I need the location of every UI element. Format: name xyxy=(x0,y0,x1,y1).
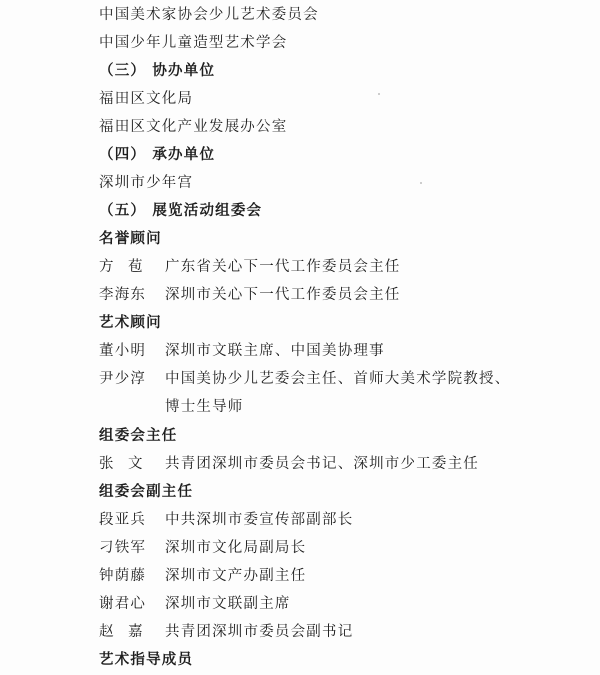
member-role: 深圳市文产办副主任 xyxy=(165,568,307,584)
member-role: 共青团深圳市委员会副书记 xyxy=(165,624,354,640)
member-name: 董小明 xyxy=(99,343,147,359)
member-role: 中共深圳市委宣传部副部长 xyxy=(165,512,354,528)
member-name: 尹少淳 xyxy=(99,371,147,387)
member-name: 张 文 xyxy=(99,456,143,472)
member-name: 钟荫藤 xyxy=(99,568,147,584)
member-name: 刁铁军 xyxy=(99,540,147,556)
section-heading: （三） 协办单位 xyxy=(99,63,216,79)
subsection-heading: 组委会副主任 xyxy=(99,484,194,500)
member-row xyxy=(99,454,479,474)
org-line: 福田区文化产业发展办公室 xyxy=(99,119,288,135)
member-name: 谢君心 xyxy=(99,596,147,612)
member-row xyxy=(99,566,306,586)
member-role: 广东省关心下一代工作委员会主任 xyxy=(165,259,401,275)
member-role: 中国美协少儿艺委会主任、首师大美术学院教授、 xyxy=(165,371,511,387)
member-name: 段亚兵 xyxy=(99,512,147,528)
section-heading: （四） 承办单位 xyxy=(99,147,216,163)
org-line: 深圳市少年宫 xyxy=(99,175,194,191)
member-role: 深圳市文联副主席 xyxy=(165,596,291,612)
subsection-heading: 组委会主任 xyxy=(99,428,178,444)
scan-speck xyxy=(378,93,380,95)
subsection-heading: 艺术指导成员 xyxy=(99,652,194,668)
org-line: 福田区文化局 xyxy=(99,91,194,107)
org-line: 中国少年儿童造型艺术学会 xyxy=(99,35,288,51)
member-row xyxy=(99,257,401,277)
subsection-heading: 艺术顾问 xyxy=(99,315,162,331)
member-row xyxy=(99,369,510,389)
member-role: 共青团深圳市委员会书记、深圳市少工委主任 xyxy=(165,456,479,472)
member-row xyxy=(99,538,306,558)
subsection-heading: 名誉顾问 xyxy=(99,231,162,247)
member-name: 赵 嘉 xyxy=(99,624,143,640)
member-name: 李海东 xyxy=(99,287,147,303)
member-role: 深圳市文化局副局长 xyxy=(165,540,307,556)
member-row xyxy=(99,510,353,530)
member-row xyxy=(99,622,353,642)
member-row xyxy=(99,594,291,614)
member-name: 方 苞 xyxy=(99,259,143,275)
scan-speck xyxy=(420,182,422,184)
member-role: 深圳市文联主席、中国美协理事 xyxy=(165,343,385,359)
member-row xyxy=(99,285,401,305)
member-role: 深圳市关心下一代工作委员会主任 xyxy=(165,287,401,303)
member-role-continuation: 博士生导师 xyxy=(165,399,244,415)
org-line: 中国美术家协会少儿艺术委员会 xyxy=(99,7,319,23)
section-heading: （五） 展览活动组委会 xyxy=(99,203,263,219)
member-row xyxy=(99,341,385,361)
